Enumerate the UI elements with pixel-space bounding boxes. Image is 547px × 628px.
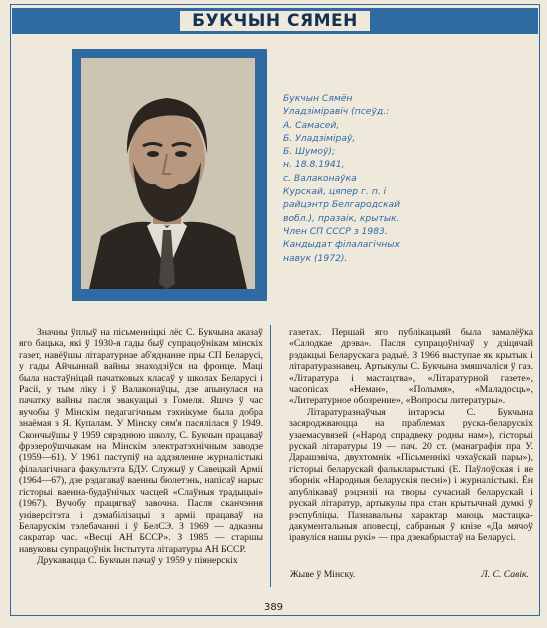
article-paragraph: газетах. Першай яго публікацыяй была замалёўка «Салодкае дрэва». Пасля супрацоўнічаў у дзіцячай рэдакцыі Беларускага радыё. З 1966 выступае як крытык і літаратуразнавец. Артыкулы С. Букчына змяшчаліся ў газ. «Літаратура і мастацтва», «Літаратурной газете», часопісах «Неман», «Полымя», «Маладосць», «Литературное обозрение», «Вопросы литературы». [289,327,533,407]
portrait-illustration [81,58,255,289]
bio-line: Б. Шумоў); [283,146,336,158]
bio-line: Кандыдат філалагічных [283,239,400,251]
bio-line: вобл.), празаік, крытык. [283,212,400,224]
bio-line: с. Валаконаўка [283,172,357,184]
bio-line: Уладзіміравіч (псеўд.: [283,106,390,118]
bio-line: навук (1972). [283,252,348,264]
article-footer [290,569,535,580]
article-paragraph: Друкавацца С. Букчын пачаў у 1959 у піянерскіх [37,555,238,567]
page-title [12,8,538,34]
article-signature: Л. С. Савік. [481,569,529,580]
page-number: 389 [263,602,284,613]
page-title-text: БУКЧЫН СЯМЕН [180,11,370,31]
article-column-right [289,327,533,544]
article-paragraph: Значны ўплыў на пісьменніцкі лёс С. Букчына аказаў яго бацька, які ў 1930-я гады быў супрацоўнікам мінскіх газет, навёўшы літаратурнае аб'яднанне пры СП Беларусі, у гады Айчыннай вайны знаходзіўся на фронце. Маці была настаўніцай пачатковых класаў у школах Беларусі і Расіі, у тым ліку і ў Валаконаўцы, дзе апынулася на пачатку вайны пасля эвакуацыі з Гомеля. Яшчэ ў час вучобы ў Мінскім педагагічным тэхнікуме была добра знаёмая з Я. Купалам. У Мінску сям'я пасялілася ў 1949. Скончыўшы ў 1959 сярэднюю школу, С. Букчын працаваў фрэзероўшчыкам на Мінскім электратэхнічным заводзе (1959—61). У 1961 паступіў на аддзяленне журналістыкі філалагічнага факультэта БДУ. Служыў у Савецкай Арміі (1964—67), дзе рэдагаваў ваенны бюлетэнь, напісаў нарыс гісторыі ваенна-будаўнічых часцей «Слаўныя традыцыі» (1967). Вучобу працягваў завочна. Пасля сканчэння універсітэта і дэмабілізацыі з арміі працаваў на Беларускім тэлебачанні і ў БелСЭ. З 1969 — адказны сакратар час. «Весці АН БССР». З 1985 — старшы навуковы супрацоўнік Інстытута літаратуры АН БССР. [19,327,263,555]
author-bio [283,92,443,265]
article-column-left [19,327,263,567]
bio-line: Б. Уладзіміраў, [283,132,356,144]
residence-note: Жыве ў Мінску. [290,569,356,580]
bio-line: Курскай, цяпер г. п. і [283,186,387,198]
bio-line: Букчын Сямён [283,93,353,104]
article-paragraph: Літаратуразнаўчыя інтарэсы С. Букчына засяроджваюцца на праблемах руска-беларускіх узаемасувязей («Народ спрадвеку родны нам»), гісторыі рускай літаратуры 19 — пач. 20 ст. (манаграфія пра У. Дарашэвіча, двухтомнік «Пісьменнікі чэхаўскай пары»), гісторыі беларускай фалькларыстыкі (Е. Паўлоўская і яе зборнік «Народныя беларускія песні») і журналістыкі. Ён апублікаваў рэцэнзіі на творы сучаснай беларускай і рускай літаратур, артыкулы пра стан крытычнай думкі ў рэспубліцы. Пазнавальны характар маюць мастацка-дакументальныя аповесці, сабраныя ў кнізе «Да мячоў іравуліся нашы рукі» — пра дзекабрыстаў на Беларусі. [289,406,533,544]
bio-line: н. 18.8.1941, [283,159,345,171]
bio-line: А. Самасей, [283,119,340,131]
author-portrait [81,58,255,289]
bio-line: райцэнтр Белгародскай [283,199,401,211]
bio-line: Член СП СССР з 1983. [283,225,388,237]
